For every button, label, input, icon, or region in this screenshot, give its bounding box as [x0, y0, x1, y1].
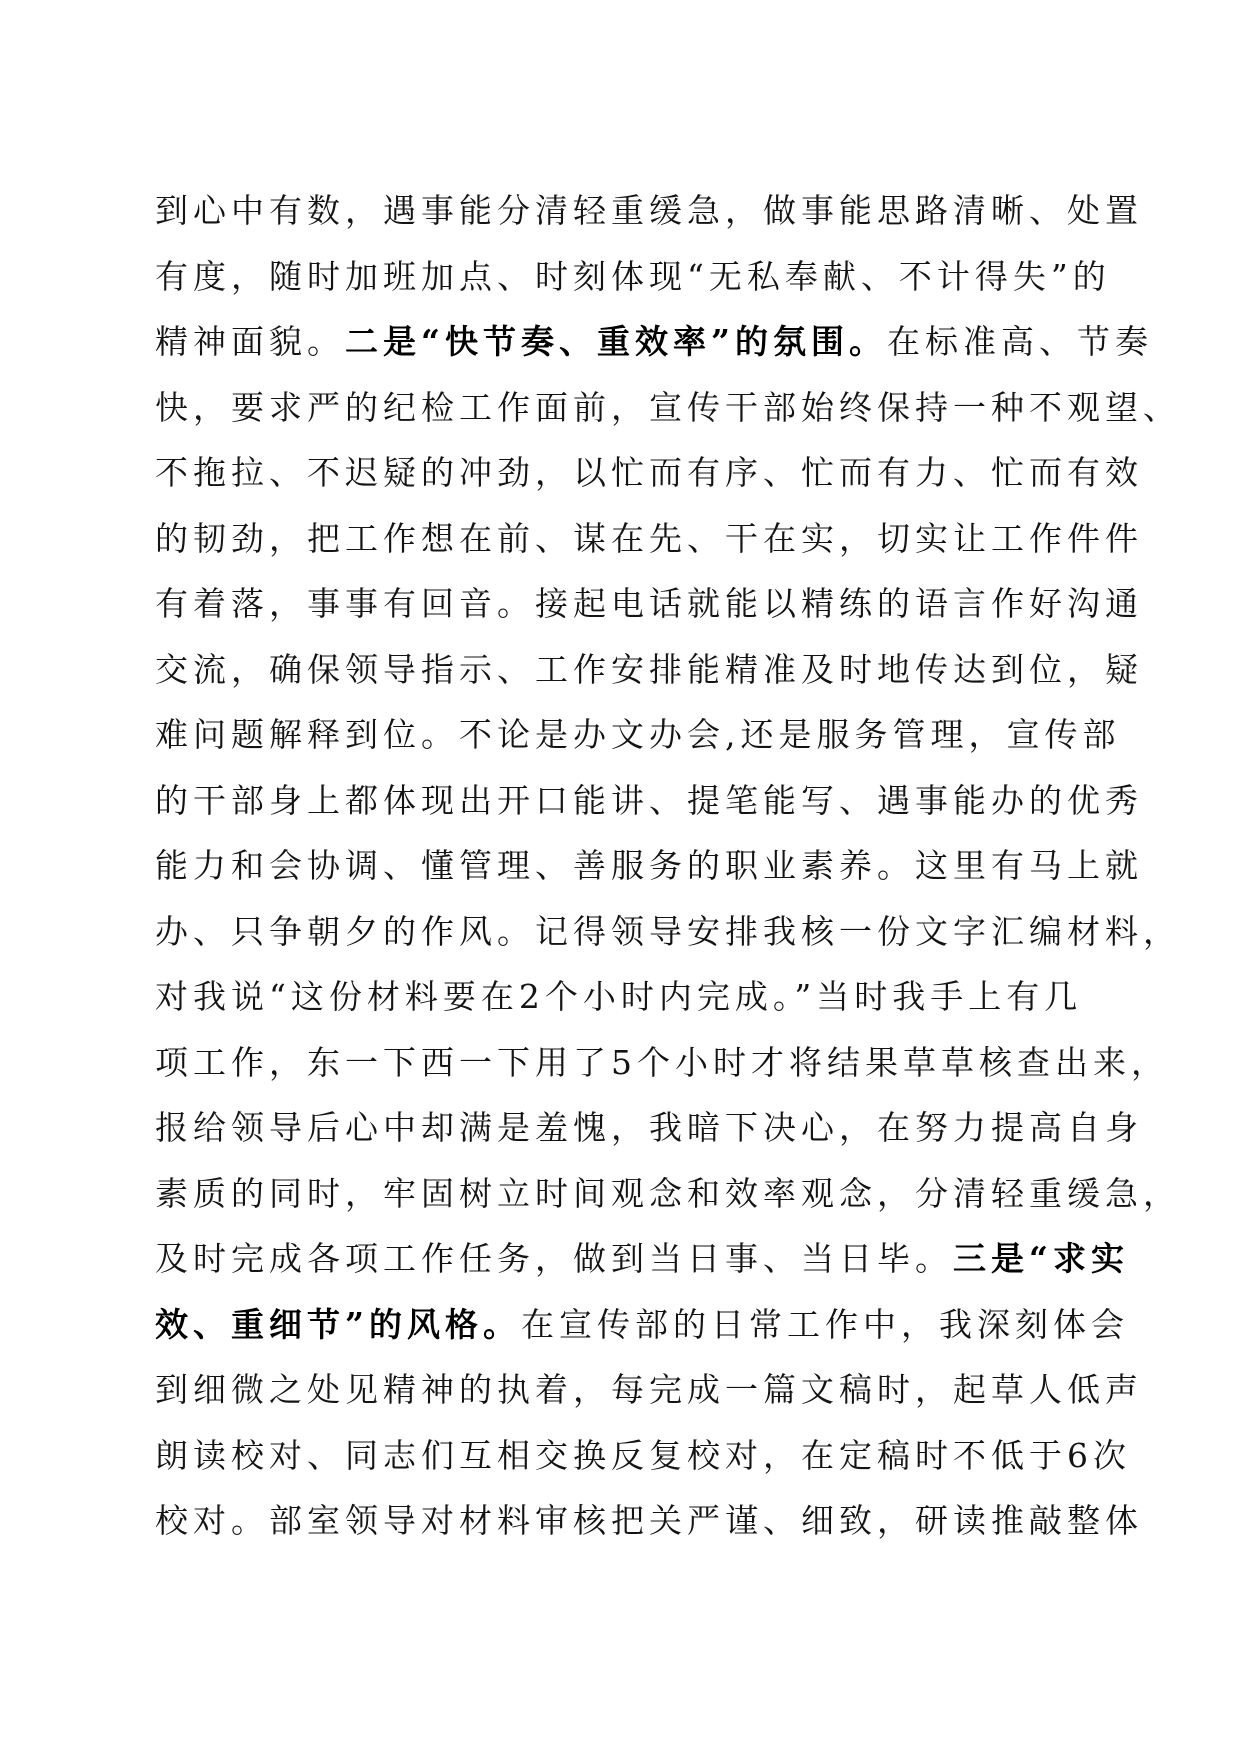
text-line: [155, 375, 1181, 441]
text-segment: 交流，确保领导指示、工作安排能精准及时地传达到位，疑: [155, 649, 1143, 689]
text-line: [155, 1161, 1181, 1227]
text-segment: 在标准高、节奏: [886, 322, 1153, 361]
text-segment: 对我说“这份材料要在2个小时内完成。”当时我手上有几: [155, 977, 1083, 1016]
text-segment: 及时完成各项工作任务，做到当日事、当日毕。: [155, 1239, 953, 1278]
text-segment: 不拖拉、不迟疑的冲劲，以忙而有序、忙而有力、忙而有效: [155, 453, 1143, 492]
text-segment: 项工作，东一下西一下用了5个小时才将结果草草核查出来，: [155, 1042, 1169, 1082]
bold-heading-segment: 三是“求实: [953, 1239, 1129, 1278]
text-segment: 精神面貌。: [155, 322, 345, 361]
text-segment: 有度，随时加班加点、时刻体现“无私奉献、不计得失”的: [155, 256, 1111, 296]
text-line: [155, 309, 1153, 375]
text-segment: 朗读校对、同志们互相交换反复校对，在定稿时不低于6次: [155, 1435, 1131, 1475]
text-segment: 报给领导后心中却满是羞愧，我暗下决心，在努力提高自身: [155, 1108, 1143, 1147]
text-segment: 在宣传部的日常工作中，我深刻体会: [520, 1304, 1129, 1344]
text-line: [155, 506, 1143, 572]
text-segment: 的干部身上都体现出开口能讲、提笔能写、遇事能办的优秀: [155, 780, 1143, 820]
bold-heading-segment: 二是“快节奏、重效率”的氛围。: [345, 322, 887, 361]
text-segment: 到心中有数，遇事能分清轻重缓急，做事能思路清晰、处置: [155, 191, 1143, 230]
text-line: [155, 1095, 1143, 1161]
text-segment: 能力和会协调、懂管理、善服务的职业素养。这里有马上就: [155, 846, 1143, 885]
text-segment: 到细微之处见精神的执着，每完成一篇文稿时，起草人低声: [155, 1370, 1143, 1409]
text-line: [155, 964, 1095, 1030]
text-line: [155, 833, 1143, 899]
body-paragraph: [155, 178, 1181, 1554]
text-segment: 有着落，事事有回音。接起电话就能以精练的语言作好沟通: [155, 584, 1143, 623]
text-line: [155, 1488, 1143, 1554]
text-line: [155, 244, 1111, 310]
text-line: [155, 637, 1143, 703]
text-line: [155, 178, 1143, 244]
text-line: [155, 702, 1121, 768]
text-line: [155, 1226, 1129, 1292]
text-segment: 校对。部室领导对材料审核把关严谨、细致，研读推敲整体: [155, 1501, 1143, 1540]
text-segment: 素质的同时，牢固树立时间观念和效率观念，分清轻重缓急，: [155, 1173, 1181, 1213]
text-segment: 办、只争朝夕的作风。记得领导安排我核一份文字汇编材料，: [155, 911, 1181, 951]
text-line: [155, 899, 1181, 965]
text-segment: 难问题解释到位。不论是办文办会,还是服务管理，宣传部: [155, 715, 1121, 754]
text-line: [155, 1030, 1169, 1096]
text-line: [155, 1357, 1143, 1423]
text-segment: 快，要求严的纪检工作面前，宣传干部始终保持一种不观望、: [155, 387, 1181, 427]
text-line: [155, 1423, 1131, 1489]
text-line: [155, 768, 1143, 834]
text-line: [155, 571, 1143, 637]
bold-heading-segment: 效、重细节”的风格。: [155, 1304, 521, 1344]
text-line: [155, 1292, 1129, 1358]
text-line: [155, 440, 1143, 506]
text-segment: 的韧劲，把工作想在前、谋在先、干在实，切实让工作件件: [155, 518, 1143, 558]
